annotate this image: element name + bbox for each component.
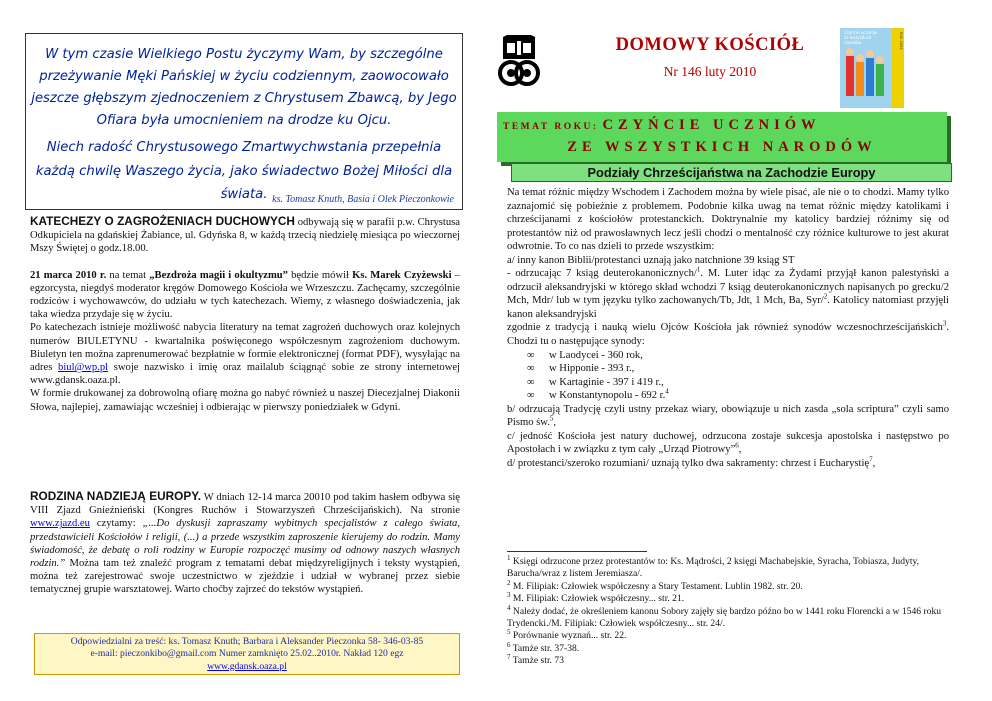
year-theme-line1: CZYŃCIE UCZNIÓW <box>602 117 821 133</box>
infinity-bullet-icon: ∞ <box>527 349 535 361</box>
footnote <box>507 630 949 642</box>
katechezy-date: 21 marca 2010 r. <box>30 269 107 281</box>
infinity-bullet-icon: ∞ <box>527 376 535 388</box>
rodzina-quote: „...Do dyskusji zapraszamy wybitnych specjalistów z całego świata, przedstawicieli Kościołów i religii, (...) a przede wszystkim zaproszenie kierujemy do rodzin. Mamy świadomość, że debatę o roli rodziny w Europie rozpoczęć musimy od odnowy naszych własnych rodzin.” <box>30 518 461 570</box>
cover-thumbnail-image <box>840 28 904 108</box>
cover-text: ze wszystkich <box>844 35 872 40</box>
katechezy-section <box>30 215 460 414</box>
footnote-ref: 6 <box>735 441 739 450</box>
katechezy-topic: „Bezdroża magii i okultyzmu” <box>149 269 288 281</box>
article-text: d/ protestanci/szeroko rozumiani/ uznają tylko dwa sakramenty: chrzest i Eucharystię <box>507 457 870 469</box>
article-point-a1: a/ inny kanon Biblii/protestanci uznają jako natchnione 39 ksiąg ST <box>507 254 795 266</box>
rodzina-text: Można tam też znaleźć program z tematami debat międzyreligijnych i teksty wystąpień, można też zarejestrować swoje uczestnictwo w zjeździe i udział w wybranej przez siebie tematycznej grupie warsztatowej. Warto choćby zajrzeć do tekstów wystąpień. <box>30 558 460 596</box>
footnote-divider <box>507 551 647 552</box>
katechezy-text: będzie mówił <box>287 269 353 281</box>
contact-box <box>34 633 460 675</box>
footnote-number: 1 <box>507 553 511 562</box>
footnote <box>507 553 949 581</box>
footnote-text: Porównanie wyznań... str. 22. <box>510 630 627 642</box>
domowy-kosciol-logo-icon <box>497 35 541 89</box>
footnote-text: Księgi odrzucone przez protestantów to: Ks. Mądrości, 2 księgi Machabejskie, Syracha, Tobiasza, Judyty, Barucha/wraz z listem Jeremiasza/. <box>507 556 920 580</box>
cover-text: narodów <box>844 40 862 45</box>
newsletter-title: DOMOWY KOŚCIÓŁ <box>615 35 805 55</box>
article-text: - odrzucając 7 ksiąg deuterokanonicznych/ <box>507 268 697 280</box>
infinity-bullet-icon: ∞ <box>527 390 535 402</box>
katechezy-paragraph-march <box>30 269 460 322</box>
footnote-text: M. Filipiak: Człowiek współczesny a Stary Testament. Lublin 1982. str. 20. <box>510 580 803 592</box>
katechezy-lead: odbywają się w parafii p.w. Chrystusa Odkupiciela na gdańskiej Żabiance, ul. Gdyńska 8, w każdą trzecią niedzielę miesiąca po wieczornej Mszy Świętej o godz.18.00. <box>30 217 460 255</box>
katechezy-paragraph-literature <box>30 321 460 387</box>
article-point-a2 <box>507 267 949 321</box>
footnote-ref: 2 <box>823 292 828 301</box>
synod-list-item <box>507 349 949 363</box>
footnote-number: 2 <box>507 578 511 587</box>
article-point-b: b/ odrzucają Tradycję czyli ustny przekaz wiary, obowiązuje u nich zasda „sola scriptura” czyli samo Pismo św.$^5$, <box>507 403 949 429</box>
greeting-signature: ks. Tomasz Knuth, Basia i Olek Pieczonkowie <box>272 194 454 205</box>
contact-line-editors: Odpowiedzialni za treść: ks. Tomasz Knuth; Barbara i Aleksander Pieczonka 58- 346-03-85 <box>70 636 424 647</box>
footnote-number: 6 <box>507 640 511 649</box>
infinity-bullet-icon: ∞ <box>527 363 535 375</box>
article-text: . M. Luter idąc za Żydami przyjął kanon palestyński a odrzucił aleksandryjski w którego skład wchodzi 7 ksiąg deuterokanonicznych napisanych po grecku/2 Mch, Mdr/ lub w tym języku tylko zachowanych/Tb, Jdt, 1 Mch, Ba, Syr/ <box>507 268 949 307</box>
synod-list-item <box>507 389 949 403</box>
rodzina-heading: RODZINA NADZIEJĄ EUROPY. <box>30 489 202 503</box>
article-text: . Chodzi tu o następujące synody: <box>507 322 949 348</box>
footnote-ref: 7 <box>869 455 873 464</box>
footnotes <box>507 553 949 668</box>
footnote <box>507 593 949 605</box>
year-theme-banner <box>497 112 947 162</box>
synod-list-item <box>507 376 949 390</box>
rodzina-text: czytamy: <box>89 518 143 530</box>
katechezy-text: na temat <box>106 269 150 281</box>
synod-list-item <box>507 362 949 376</box>
rodzina-paragraph <box>30 490 460 597</box>
year-theme-row <box>503 116 821 134</box>
greeting-text-easter: Niech radość Chrystusowego Zmartwychwstania przepełnia każdą chwilę Waszego życia, jako świadectwo Bożej Miłości dla świata. <box>35 140 453 202</box>
katechezy-text: swoje nazwisko i imię oraz mailalub ściągnąć sobie ze strony internetowej www.gdansk.oaza.pl. <box>30 362 461 387</box>
year-theme-label: TEMAT ROKU: <box>503 122 599 132</box>
website-link[interactable]: www.gdansk.oaza.pl <box>207 660 287 672</box>
zjazd-link[interactable]: www.zjazd.eu <box>30 518 90 530</box>
footnote-number: 3 <box>507 591 511 600</box>
katechezy-text: – egzorcysta, niegdyś moderator kręgów Domowego Kościoła we Wrzeszczu. Zachęcamy, szczególnie rodziców i wychowawców, do udziału w tych katechezach. Wiemy, z własnego doświadczenia, jak taka wiedza przydaje się w życiu. <box>30 269 460 321</box>
footnote <box>507 655 949 667</box>
footnote-number: 5 <box>507 628 511 637</box>
footnote-ref: 3 <box>942 319 947 328</box>
synod-text: w Konstantynopolu - 692 r. <box>549 390 666 402</box>
footnote <box>507 603 949 631</box>
contact-line-email: e-mail: pieczonkibo@gmail.com Numer zamknięto 25.02..2010r. Nakład 120 egz <box>90 648 404 660</box>
article-text: . Katolicy natomiast przyjęli kanon aleksandryjski <box>507 295 949 320</box>
article-title: Podziały Chrześcijaństwa na Zachodzie Europy <box>511 163 952 182</box>
synod-text: w Hipponie - 393 r., <box>549 363 635 375</box>
cover-side-text: ROK 2009 <box>899 32 903 50</box>
katechezy-speaker: Ks. Marek Czyżewski <box>352 269 452 281</box>
katechezy-heading: KATECHEZY O ZAGROŻENIACH DUCHOWYCH <box>30 214 295 228</box>
article-point-a3 <box>507 321 949 348</box>
cover-text: Czyńcie uczniów <box>844 30 878 35</box>
footnote-number: 4 <box>507 603 511 612</box>
katechezy-text: Po katechezach istnieje możliwość nabycia literatury na temat zagrożeń duchowych oraz kolejnych numerów BIULETYNU - kwartalnika poświęconego współczesnym zagrożeniom duchowym. Biuletyn ten można zaprenumerować bezpłatnie w formie elektronicznej (format PDF), wysyłając na adres <box>30 322 460 374</box>
footnote-ref: 5 <box>549 414 554 423</box>
footnote <box>507 640 949 655</box>
article-text: c/ jedność Kościoła jest natury duchowej, odrzucona zostaje sukcesja apostolska i następstwo po Apostołach i w związku z tym cały „Urząd Piotrowy” <box>507 430 949 456</box>
footnote-text: M. Filipiak: Człowiek współczesny... str. 21. <box>510 593 685 605</box>
email-link[interactable]: biul@wp.pl <box>58 362 109 374</box>
rodzina-text: W dniach 12-14 marca 20010 pod takim hasłem odbywa się VIII Zjazd Gnieźnieński (Kongres Ruchów i Stowarzyszeń Chrześcijańskich). Na stronie <box>30 492 460 517</box>
footnote-text: Tamże str. 37-38. <box>510 642 580 654</box>
article-intro: Na temat różnic między Wschodem i Zachodem można by wiele pisać, ale nie o to chodzi. Mamy tylko zaznajomić się pobieżnie z problemem. Podobnie kilka uwag na temat różnic między katolikami i chrześcijanami z kościołów protestanckich. Doktrynalnie my katolicy bardziej różnimy się od protestantów niż od prawosławnych lecz jeśli chodzi o mentalność czy różnice kulturowe to jest akurat odwrotnie. To co nas dzieli to przede wszystkim: <box>507 187 949 253</box>
katechezy-intro <box>30 215 460 256</box>
article-text: zgodnie z tradycją i nauką wielu Ojców Kościoła jak również synodów wczesnochrześcijańskich <box>507 322 943 334</box>
footnote-ref: 1 <box>696 265 701 274</box>
issue-number: Nr 146 luty 2010 <box>663 64 757 79</box>
article-point-c: c/ jedność Kościoła jest natury duchowej, odrzucona zostaje sukcesja apostolska i następstwo po Apostołach i w związku z tym cały „Urząd Piotrowy”$^6$, <box>507 430 949 456</box>
footnote-text: Należy dodać, że określeniem kanonu Sobory zajęły się bardzo późno bo w 1441 roku Florencki a w 1546 roku Trydencki./M. Filipiak: Człowiek współczesny... str. 24/. <box>507 605 942 630</box>
footnote <box>507 578 949 593</box>
footnote-ref: 4 <box>665 387 669 396</box>
article-body <box>507 186 949 470</box>
synod-text: w Kartaginie - 397 i 419 r., <box>549 376 664 388</box>
year-theme-line2: ZE WSZYSTKICH NARODÓW <box>567 139 877 155</box>
rodzina-section <box>30 490 460 597</box>
greeting-text-lent: W tym czasie Wielkiego Postu życzymy Wam, by szczególne przeżywanie Męki Pańskiej w życiu codziennym, zaowocowało jeszcze głębszym zjednoczeniem z Chrystusem Zbawcą, by Jego Ofiara była umocnieniem na drodze ku Ojcu. <box>31 47 457 128</box>
greeting-box <box>25 33 463 210</box>
masthead <box>600 35 820 80</box>
article-text: b/ odrzucają Tradycję czyli ustny przekaz wiary, obowiązuje u nich zasda „sola scriptura” czyli samo Pismo św. <box>507 403 949 429</box>
footnote-number: 7 <box>507 653 511 662</box>
katechezy-paragraph-print: W formie drukowanej za dobrowolną ofiarę można go nabyć również u naszej Diecezjalnej Diakonii Słowa, najlepiej, zamawiając wcześniej i odbierając w pierwszy poniedziałek w Gdyni. <box>30 388 460 413</box>
footnote-text: Tamże str. 73 <box>510 655 565 667</box>
article-point-d: d/ protestanci/szeroko rozumiani/ uznają tylko dwa sakramenty: chrzest i Eucharystię$^7$, <box>507 455 876 469</box>
synod-text: w Laodycei - 360 rok, <box>549 349 643 361</box>
